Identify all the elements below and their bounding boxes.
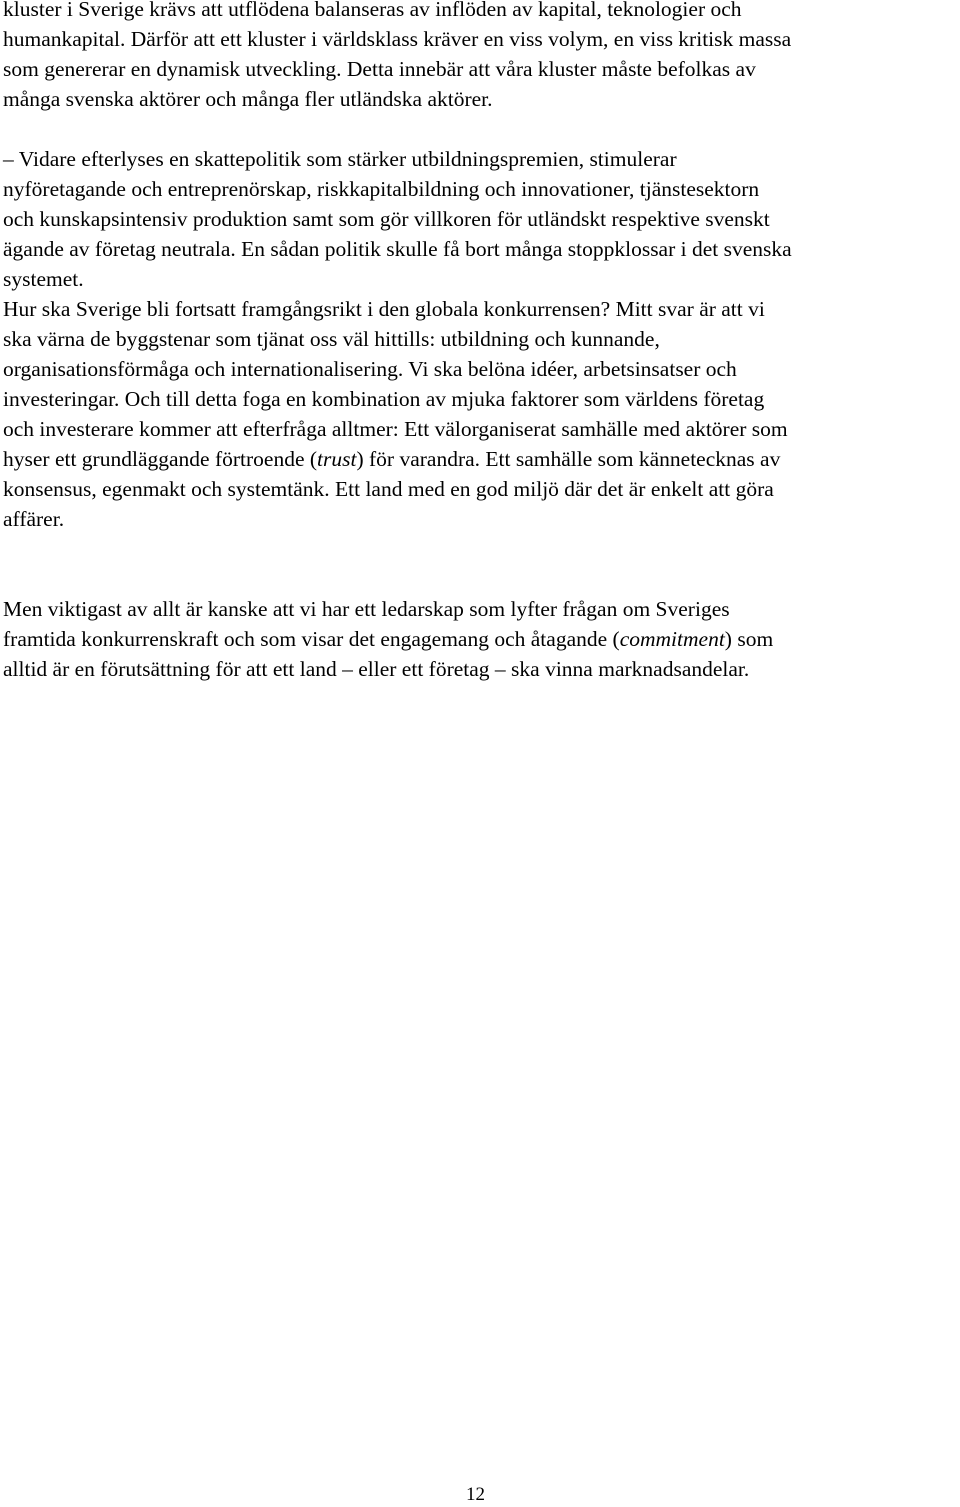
- text-line: humankapital. Därför att ett kluster i världsklass kräver en viss volym, en viss kritisk massa: [3, 27, 792, 51]
- text-line: kluster i Sverige krävs att utflödena balanseras av inflöden av kapital, teknologier och: [3, 0, 742, 21]
- text-line: systemet.: [3, 267, 84, 291]
- text-run: ) som: [724, 627, 774, 651]
- text-line: [3, 444, 958, 474]
- text-run: ) för varandra. Ett samhälle som kännetecknas av: [356, 447, 781, 471]
- italic-term-commitment: commitment: [619, 627, 725, 651]
- text-line: – Vidare efterlyses en skattepolitik som stärker utbildningspremien, stimulerar: [3, 147, 677, 171]
- paragraph-tax-policy: [3, 144, 958, 294]
- text-line: organisationsförmåga och internationalisering. Vi ska belöna idéer, arbetsinsatser och: [3, 357, 737, 381]
- text-line: ägande av företag neutrala. En sådan politik skulle få bort många stoppklossar i det svenska: [3, 237, 792, 261]
- text-run: hyser ett grundläggande förtroende (: [3, 447, 318, 471]
- text-line: Men viktigast av allt är kanske att vi har ett ledarskap som lyfter frågan om Sveriges: [3, 597, 730, 621]
- text-line: investeringar. Och till detta foga en kombination av mjuka faktorer som världens företag: [3, 387, 765, 411]
- text-line: [3, 624, 958, 654]
- text-line: konsensus, egenmakt och systemtänk. Ett land med en god miljö där det är enkelt att göra: [3, 477, 774, 501]
- text-line: Hur ska Sverige bli fortsatt framgångsrikt i den globala konkurrensen? Mitt svar är att vi: [3, 297, 765, 321]
- text-line: som genererar en dynamisk utveckling. Detta innebär att våra kluster måste befolkas av: [3, 57, 756, 81]
- italic-term-trust: trust: [317, 447, 357, 471]
- paragraph-global-competition: [3, 294, 958, 534]
- text-line: många svenska aktörer och många fler utländska aktörer.: [3, 87, 493, 111]
- text-line: affärer.: [3, 507, 65, 531]
- text-line: och kunskapsintensiv produktion samt som gör villkoren för utländskt respektive svenskt: [3, 207, 770, 231]
- page-number: 12: [466, 1484, 485, 1505]
- text-run: framtida konkurrenskraft och som visar det engagemang och åtagande (: [3, 627, 620, 651]
- text-line: alltid är en förutsättning för att ett land – eller ett företag – ska vinna marknadsandelar.: [3, 657, 750, 681]
- paragraph-cluster-balance: [3, 0, 958, 114]
- text-line: ska värna de byggstenar som tjänat oss väl hittills: utbildning och kunnande,: [3, 327, 660, 351]
- text-line: nyföretagande och entreprenörskap, riskkapitalbildning och innovationer, tjänstesektorn: [3, 177, 760, 201]
- paragraph-leadership: [3, 594, 958, 684]
- text-line: och investerare kommer att efterfråga alltmer: Ett välorganiserat samhälle med aktörer som: [3, 417, 788, 441]
